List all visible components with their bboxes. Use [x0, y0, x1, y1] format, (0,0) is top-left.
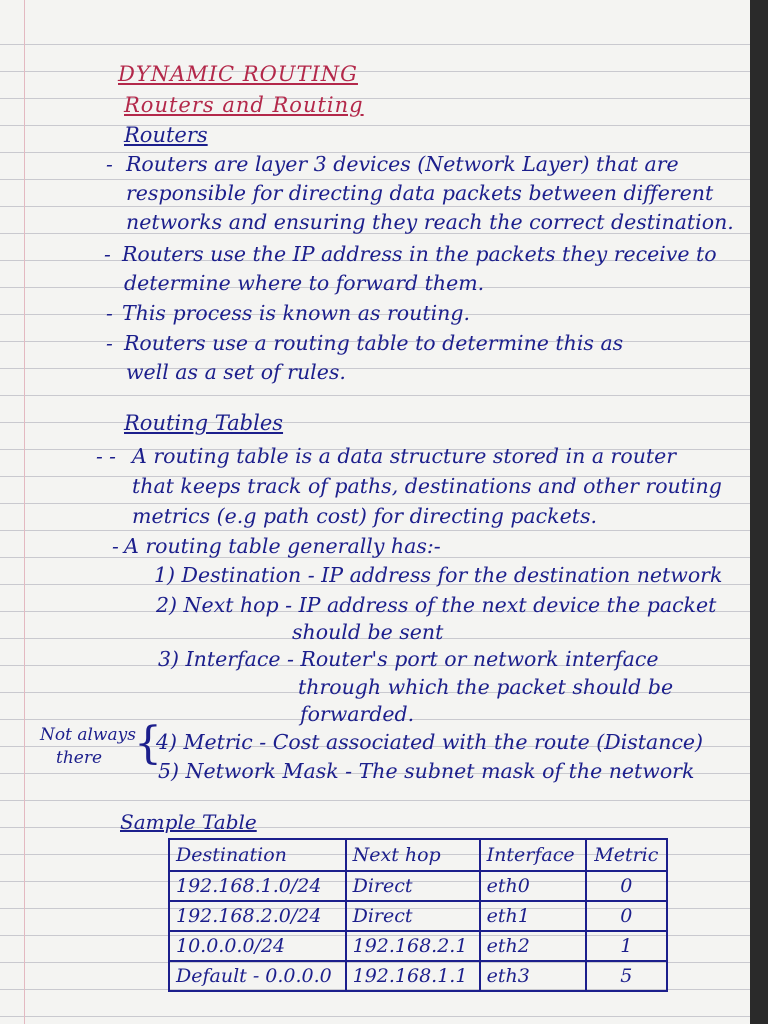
column-header-destination: Destination	[169, 839, 346, 871]
subtitle: Routers and Routing	[124, 93, 364, 117]
rt-item-1: 1) Destination - IP address for the destination network	[154, 563, 723, 587]
table-row	[169, 931, 667, 961]
bullet-dash: -	[106, 301, 113, 325]
cell-destination: 192.168.2.0/24	[169, 901, 346, 931]
bullet-dash: -	[106, 331, 113, 355]
cell-interface: eth2	[480, 931, 586, 961]
sample-table-heading: Sample Table	[120, 810, 257, 834]
rt-point-1-line-1: A routing table is a data structure stored in a router	[132, 444, 677, 468]
routers-point-4-line-2: well as a set of rules.	[126, 360, 346, 384]
column-header-interface: Interface	[480, 839, 586, 871]
curly-brace: {	[134, 718, 162, 769]
routers-point-4-line-1: Routers use a routing table to determine this as	[124, 331, 624, 355]
rt-item-2-line-2: should be sent	[292, 620, 444, 644]
table-row	[169, 901, 667, 931]
cell-destination: 192.168.1.0/24	[169, 871, 346, 901]
rt-item-3-line-1: 3) Interface - Router's port or network interface	[158, 647, 659, 671]
routers-point-3-line-1: This process is known as routing.	[122, 301, 470, 325]
cell-metric: 0	[586, 901, 667, 931]
column-header-metric: Metric	[586, 839, 667, 871]
rt-item-4: 4) Metric - Cost associated with the route (Distance)	[156, 730, 704, 754]
bullet-dash: -	[106, 152, 113, 176]
table-row	[169, 961, 667, 991]
table-row	[169, 871, 667, 901]
cell-next-hop: 192.168.2.1	[346, 931, 480, 961]
cell-metric: 5	[586, 961, 667, 991]
bullet-dash: -	[112, 534, 119, 558]
rt-point-1-line-3: metrics (e.g path cost) for directing packets.	[132, 504, 597, 528]
cell-next-hop: 192.168.1.1	[346, 961, 480, 991]
cell-next-hop: Direct	[346, 901, 480, 931]
cell-next-hop: Direct	[346, 871, 480, 901]
page-title: DYNAMIC ROUTING	[118, 62, 358, 86]
rt-point-1-line-2: that keeps track of paths, destinations and other routing	[132, 474, 722, 498]
routers-point-2-line-2: determine where to forward them.	[124, 271, 485, 295]
cell-metric: 1	[586, 931, 667, 961]
sample-routing-table	[168, 838, 668, 992]
cell-interface: eth0	[480, 871, 586, 901]
rt-point-2-line-1: A routing table generally has:-	[124, 534, 441, 558]
cell-destination: Default - 0.0.0.0	[169, 961, 346, 991]
bullet-dash: -	[104, 242, 111, 266]
routers-point-1-line-1: Routers are layer 3 devices (Network Layer) that are	[126, 152, 679, 176]
rt-item-3-line-3: forwarded.	[300, 702, 415, 726]
table-header-row	[169, 839, 667, 871]
margin-line	[24, 0, 25, 1024]
column-header-next-hop: Next hop	[346, 839, 480, 871]
rt-item-3-line-2: through which the packet should be	[298, 675, 674, 699]
cell-metric: 0	[586, 871, 667, 901]
routers-point-1-line-3: networks and ensuring they reach the correct destination.	[126, 210, 734, 234]
rt-item-5: 5) Network Mask - The subnet mask of the network	[158, 759, 695, 783]
routers-point-1-line-2: responsible for directing data packets between different	[126, 181, 714, 205]
cell-destination: 10.0.0.0/24	[169, 931, 346, 961]
side-note-line-2: there	[56, 748, 103, 768]
rt-item-2-line-1: 2) Next hop - IP address of the next device the packet	[156, 593, 717, 617]
routers-point-2-line-1: Routers use the IP address in the packets they receive to	[122, 242, 717, 266]
cell-interface: eth1	[480, 901, 586, 931]
section-heading-routing-tables: Routing Tables	[124, 411, 284, 435]
side-note-line-1: Not always	[40, 725, 136, 745]
cell-interface: eth3	[480, 961, 586, 991]
section-heading-routers: Routers	[124, 123, 208, 147]
bullet-dash: - -	[96, 444, 116, 468]
